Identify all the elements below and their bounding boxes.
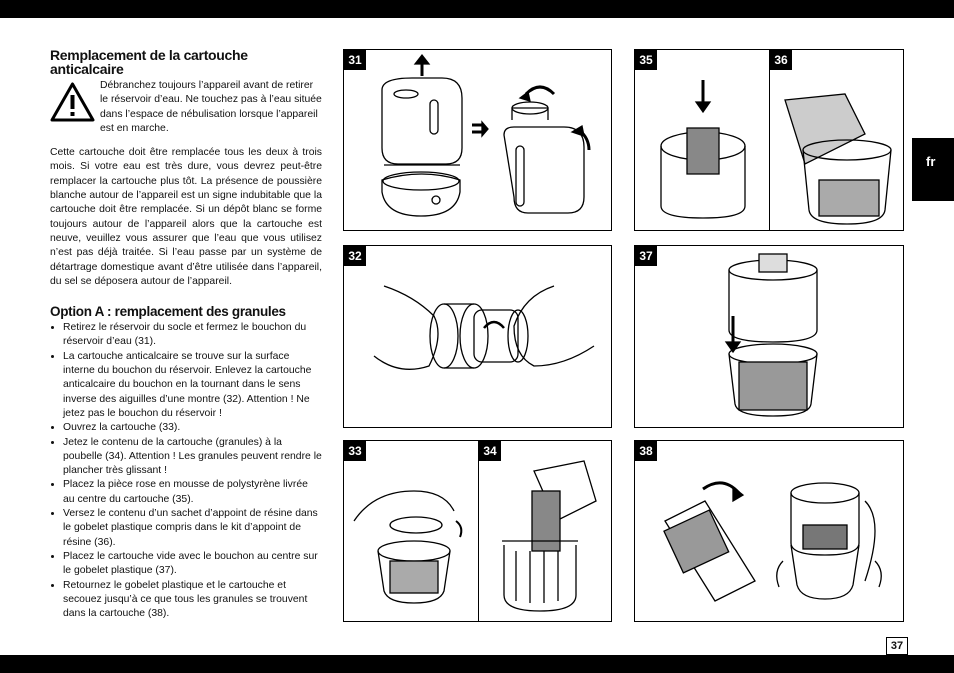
warning-triangle-icon bbox=[50, 82, 95, 122]
section-title: Remplacement de la cartouche anticalcaire bbox=[50, 47, 248, 77]
warning-block bbox=[50, 79, 322, 136]
warning-text: Débranchez toujours l’appareil avant de retirer le réservoir d’eau. Ne touchez pas à l’eau située dans l’espace de nébulisation lorsque l’appareil est en marche. bbox=[100, 80, 322, 134]
list-item: • Retirez le réservoir du socle et fermez le bouchon du réservoir d’eau (31). bbox=[63, 321, 322, 350]
steps-list bbox=[50, 321, 322, 621]
figure-number: 34 bbox=[479, 441, 501, 461]
figure-number: 35 bbox=[635, 50, 657, 70]
option-a-title: Option A : remplacement des granules bbox=[50, 304, 286, 320]
cartridge-fill-illustration bbox=[635, 50, 903, 230]
figure-37 bbox=[634, 245, 904, 428]
list-item: • Jetez le contenu de la cartouche (granules) à la poubelle (34). Attention ! Les granules peuvent rendre le plancher très glissant ! bbox=[63, 436, 322, 479]
list-item: • La cartouche anticalcaire se trouve sur la surface interne du bouchon du réservoir. Enlevez la cartouche anticalcaire du bouchon en la tournant dans le sens inverse des aiguilles d’une montre (32). Attention ! Ne jetez pas le bouchon du réservoir ! bbox=[63, 350, 322, 421]
figure-number: 37 bbox=[635, 246, 657, 266]
list-item: • Placez la pièce rose en mousse de polystyrène livrée au centre du cartouche (35). bbox=[63, 478, 322, 507]
list-item: • Retournez le gobelet plastique et le cartouche et secouez jusqu’à ce que tous les granules se trouvent dans la cartouche (38). bbox=[63, 579, 322, 622]
list-item: • Ouvrez la cartouche (33). bbox=[63, 421, 322, 435]
list-item: • Versez le contenu d’un sachet d’appoint de résine dans le gobelet plastique compris dans le kit d’appoint de résine (36). bbox=[63, 507, 322, 550]
tank-removal-illustration bbox=[344, 50, 611, 230]
figure-38 bbox=[634, 440, 904, 622]
list-item: • Placez le cartouche vide avec le bouchon au centre sur le gobelet plastique (37). bbox=[63, 550, 322, 579]
page-number: 37 bbox=[886, 637, 908, 655]
figure-number: 33 bbox=[344, 441, 366, 461]
language-tab: fr bbox=[912, 138, 954, 201]
text-column bbox=[50, 48, 322, 621]
intro-paragraph: Cette cartouche doit être remplacée tous les deux à trois mois. Si votre eau est très dure, vous devrez peut-être remplacer la cartouche plus tôt. La présence de poussière blanche autour de l’appareil est un signe indubitable que la cartouche doit être remplacée. Si un dépôt blanc se forme toujours autour de l’appareil alors que la cartouche est neuve, veuillez vous assurer que l’eau que vous utilisez n’est pas déjà traitée. Si l’eau passe par un système de détartrage domestique avant d’être utilisée dans l’appareil, du sel se déposera autour de l’appareil. bbox=[50, 147, 322, 287]
figure-33-34 bbox=[343, 440, 612, 622]
figure-number: 31 bbox=[344, 50, 366, 70]
figure-31 bbox=[343, 49, 612, 231]
figure-number: 38 bbox=[635, 441, 657, 461]
bottom-bar bbox=[0, 655, 954, 673]
cartridge-unscrew-illustration bbox=[344, 246, 611, 427]
cartridge-on-cup-illustration bbox=[635, 246, 903, 427]
figure-number: 36 bbox=[770, 50, 792, 70]
top-bar bbox=[0, 0, 954, 18]
cartridge-open-discard-illustration bbox=[344, 441, 611, 621]
shake-cartridge-illustration bbox=[635, 441, 903, 621]
figure-32 bbox=[343, 245, 612, 428]
figure-35-36 bbox=[634, 49, 904, 231]
figure-number: 32 bbox=[344, 246, 366, 266]
